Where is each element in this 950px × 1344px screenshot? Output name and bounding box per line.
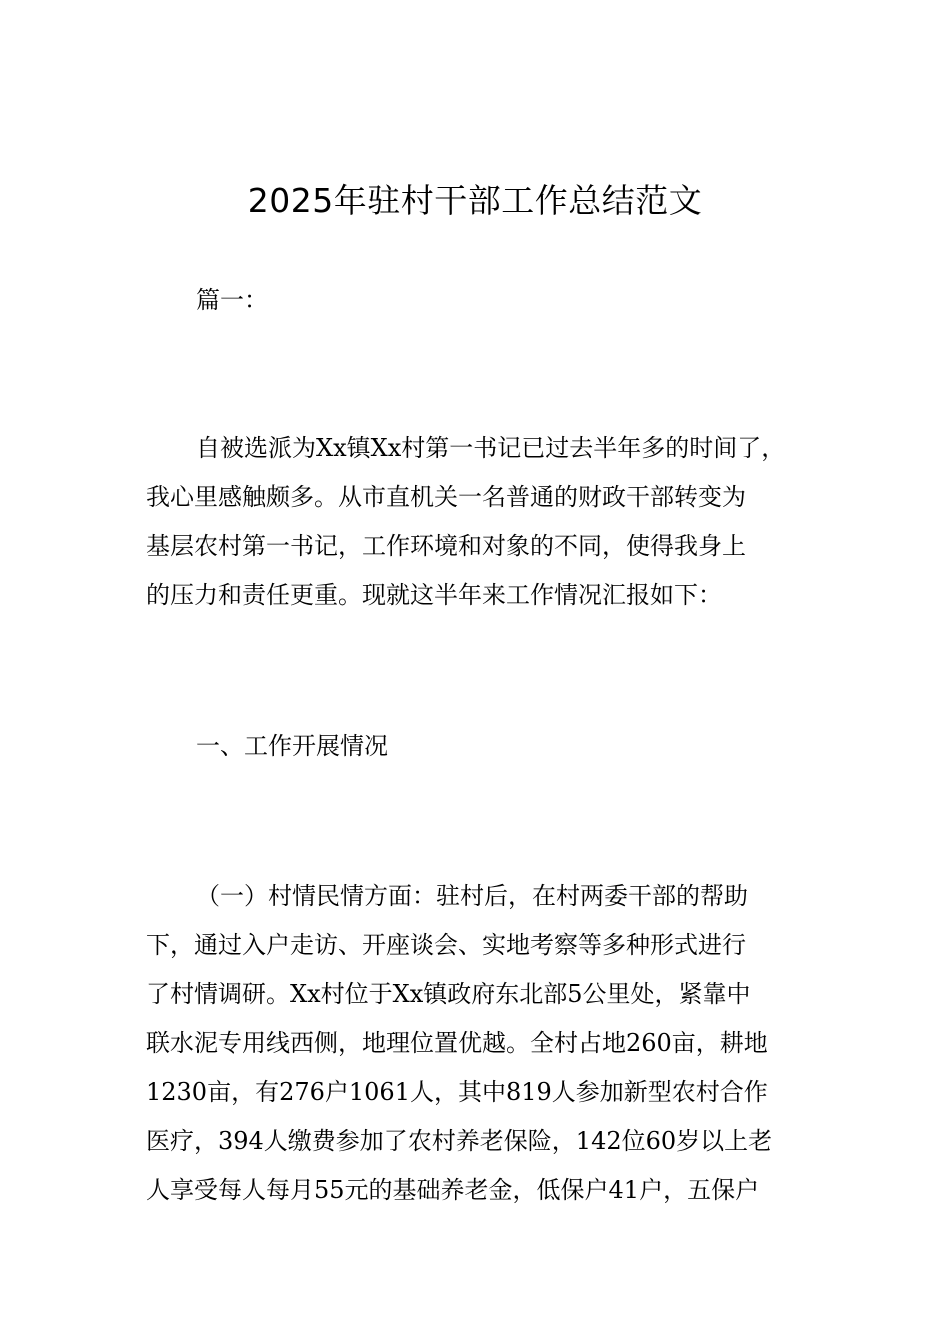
paragraph-line: 医疗，394人缴费参加了农村养老保险，142位60岁以上老 [146, 1127, 773, 1155]
paragraph-line: 下，通过入户走访、开座谈会、实地考察等多种形式进行 [146, 931, 746, 959]
paragraph-line: （一）村情民情方面：驻村后，在村两委干部的帮助 [196, 882, 748, 910]
paragraph-line: 联水泥专用线西侧，地理位置优越。全村占地260亩，耕地 [146, 1029, 768, 1057]
intro-paragraph [146, 424, 816, 620]
part-label: 篇一： [196, 286, 268, 314]
section-paragraph [146, 872, 816, 1215]
paragraph-line: 人享受每人每月55元的基础养老金，低保户41户，五保户 [146, 1176, 760, 1204]
section-heading: 一、工作开展情况 [196, 732, 388, 760]
document-title: 2025年驻村干部工作总结范文 [247, 181, 703, 220]
paragraph-line: 1230亩，有276户1061人，其中819人参加新型农村合作 [146, 1078, 768, 1106]
paragraph-line: 我心里感触颇多。从市直机关一名普通的财政干部转变为 [146, 483, 746, 511]
paragraph-line: 了村情调研。Xx村位于Xx镇政府东北部5公里处，紧靠中 [146, 980, 751, 1008]
paragraph-line: 基层农村第一书记，工作环境和对象的不同，使得我身上 [146, 532, 746, 560]
paragraph-line: 自被选派为Xx镇Xx村第一书记已过去半年多的时间了， [196, 434, 786, 462]
paragraph-line: 的压力和责任更重。现就这半年来工作情况汇报如下： [146, 581, 722, 609]
